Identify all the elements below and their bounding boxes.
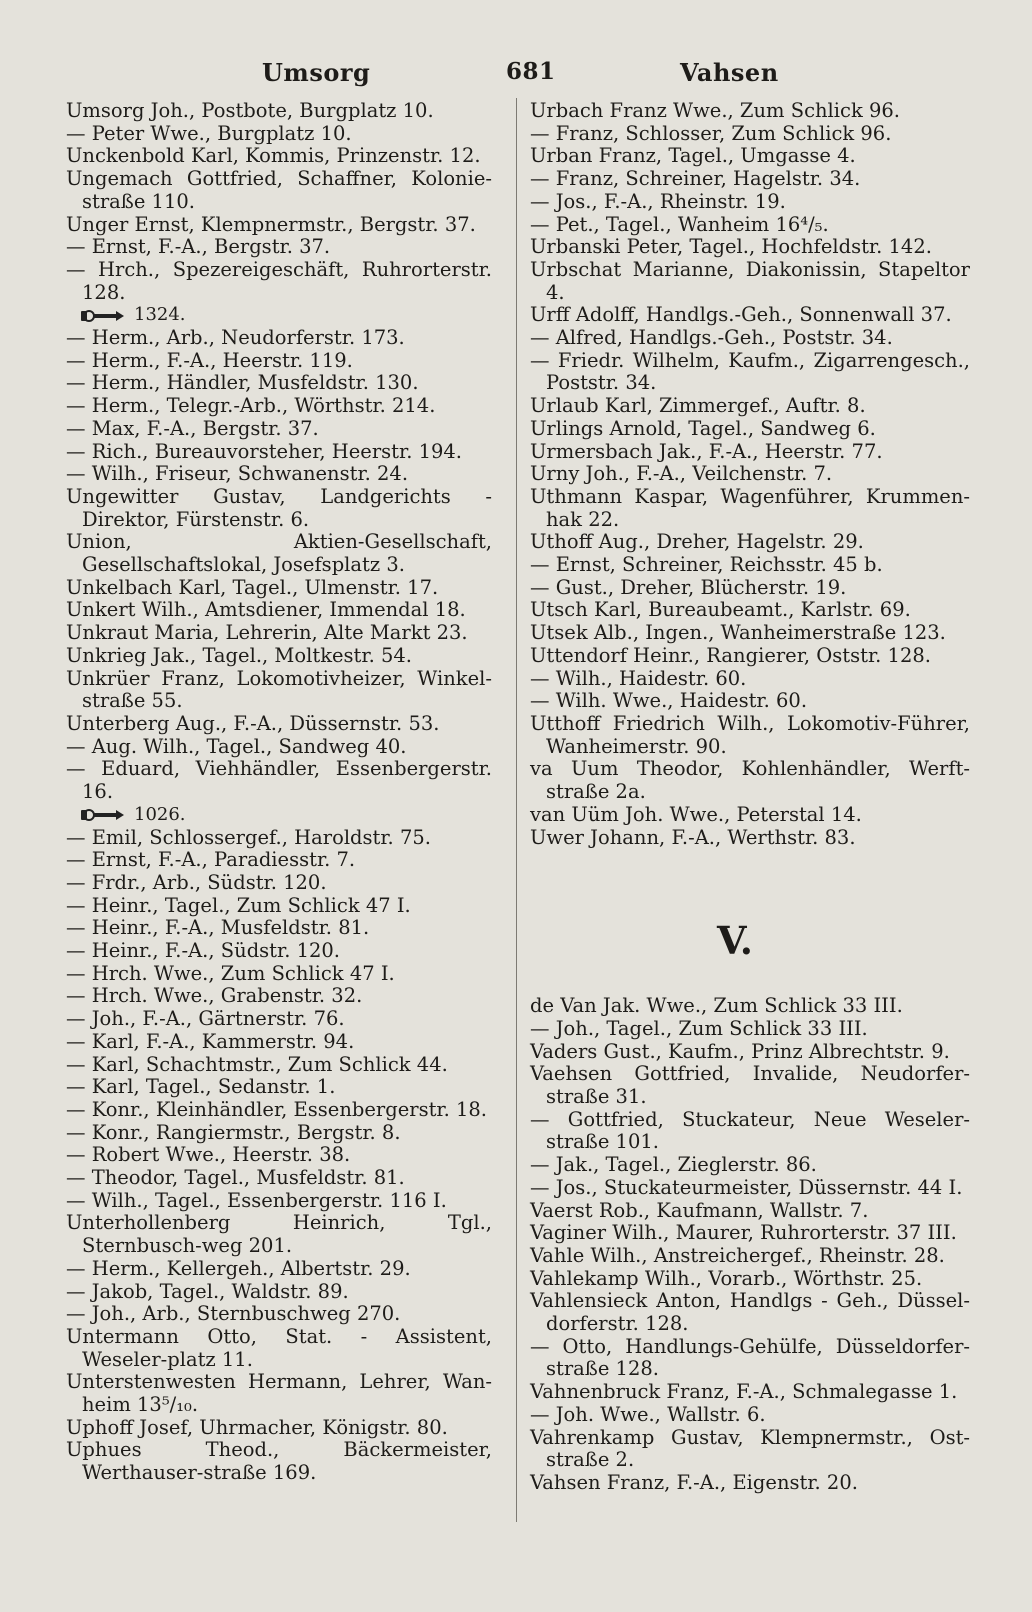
- directory-entry: — Joh., Tagel., Zum Schlick 33 III.: [530, 1016, 868, 1040]
- directory-entry: — Wilh., Friseur, Schwanenstr. 24.: [66, 462, 409, 486]
- directory-entry: — Robert Wwe., Heerstr. 38.: [66, 1143, 351, 1167]
- directory-entry: Vahsen Franz, F.-A., Eigenstr. 20.: [530, 1470, 858, 1494]
- directory-entry: — Ernst, F.-A., Paradiesstr. 7.: [66, 848, 356, 872]
- directory-entry: Vahlensieck Anton, Handlgs - Geh., Düssel-dorferstr. 128.: [530, 1289, 970, 1336]
- directory-entry: Unkert Wilh., Amtsdiener, Immendal 18.: [66, 598, 466, 622]
- directory-entry: — Pet., Tagel., Wanheim 16⁴/₅.: [530, 212, 829, 236]
- directory-entry: — Otto, Handlungs-Gehülfe, Düsseldorfer-straße 128.: [530, 1334, 970, 1381]
- directory-entry: Union, Aktien-Gesellschaft, Gesellschaftslokal, Josefsplatz 3.: [66, 530, 492, 577]
- directory-entry: Vahle Wilh., Anstreichergef., Rheinstr. 28.: [530, 1243, 945, 1267]
- directory-entry: Urlings Arnold, Tagel., Sandweg 6.: [530, 416, 876, 440]
- directory-entry: — Karl, Schachtmstr., Zum Schlick 44.: [66, 1052, 448, 1076]
- page-number: 681: [506, 58, 556, 85]
- directory-entry: Urban Franz, Tagel., Umgasse 4.: [530, 144, 856, 168]
- directory-entry: Unckenbold Karl, Kommis, Prinzenstr. 12.: [66, 144, 481, 168]
- directory-entry: Umsorg Joh., Postbote, Burgplatz 10.: [66, 99, 434, 122]
- directory-entry: Urlaub Karl, Zimmergef., Auftr. 8.: [530, 394, 866, 418]
- directory-entry: Uwer Johann, F.-A., Werthstr. 83.: [530, 825, 856, 849]
- directory-entry: — Aug. Wilh., Tagel., Sandweg 40.: [66, 734, 407, 758]
- directory-entry: — Heinr., F.-A., Südstr. 120.: [66, 939, 341, 963]
- telephone-icon: [80, 807, 126, 823]
- directory-entry: — Joh., F.-A., Gärtnerstr. 76.: [66, 1007, 345, 1031]
- telephone-number: 1324.: [134, 304, 186, 326]
- directory-entry: — Heinr., F.-A., Musfeldstr. 81.: [66, 916, 370, 940]
- directory-entry: — Karl, Tagel., Sedanstr. 1.: [66, 1075, 336, 1099]
- directory-entry: Urbanski Peter, Tagel., Hochfeldstr. 142.: [530, 235, 932, 259]
- directory-entry: — Jak., Tagel., Zieglerstr. 86.: [530, 1153, 817, 1177]
- section-letter-v: V.: [716, 918, 754, 964]
- directory-entry: Uthmann Kaspar, Wagenführer, Krummen-hak 22.: [530, 484, 970, 531]
- directory-entry: Urmersbach Jak., F.-A., Heerstr. 77.: [530, 439, 883, 463]
- directory-entry: Utsek Alb., Ingen., Wanheimerstraße 123.: [530, 621, 946, 645]
- right-column-entries-u: [530, 100, 970, 849]
- left-column: [66, 100, 492, 1485]
- directory-entry: — Wilh. Wwe., Haidestr. 60.: [530, 689, 808, 713]
- directory-entry: Unger Ernst, Klempnermstr., Bergstr. 37.: [66, 212, 476, 236]
- directory-entry: Unkraut Maria, Lehrerin, Alte Markt 23.: [66, 621, 468, 645]
- directory-entry: — Max, F.-A., Bergstr. 37.: [66, 416, 319, 440]
- directory-entry: Urff Adolff, Handlgs.-Geh., Sonnenwall 37.: [530, 303, 952, 327]
- directory-entry: Uthoff Aug., Dreher, Hagelstr. 29.: [530, 530, 864, 554]
- telephone-entry: [66, 304, 492, 327]
- telephone-number: 1026.: [134, 803, 186, 825]
- directory-entry: — Karl, F.-A., Kammerstr. 94.: [66, 1029, 355, 1053]
- directory-entry: — Friedr. Wilhelm, Kaufm., Zigarrengesch., Poststr. 34.: [530, 348, 970, 395]
- directory-entry: Urbach Franz Wwe., Zum Schlick 96.: [530, 99, 900, 122]
- directory-entry: Vaerst Rob., Kaufmann, Wallstr. 7.: [530, 1198, 869, 1222]
- directory-entry: Ungewitter Gustav, Landgerichts - Direktor, Fürstenstr. 6.: [66, 484, 492, 531]
- directory-entry: — Rich., Bureauvorsteher, Heerstr. 194.: [66, 439, 463, 463]
- directory-entry: Vahlekamp Wilh., Vorarb., Wörthstr. 25.: [530, 1266, 923, 1290]
- directory-entry: — Herm., Händler, Musfeldstr. 130.: [66, 371, 419, 395]
- directory-entry: — Heinr., Tagel., Zum Schlick 47 I.: [66, 893, 411, 917]
- directory-entry: Vaginer Wilh., Maurer, Ruhrorterstr. 37 III.: [530, 1221, 957, 1245]
- directory-entry: — Jos., F.-A., Rheinstr. 19.: [530, 189, 786, 213]
- directory-entry: Urny Joh., F.-A., Veilchenstr. 7.: [530, 462, 833, 486]
- directory-entry: — Gottfried, Stuckateur, Neue Weseler-straße 101.: [530, 1107, 970, 1154]
- directory-entry: Vahrenkamp Gustav, Klempnermstr., Ost-straße 2.: [530, 1425, 970, 1472]
- right-column-entries-v: [530, 995, 970, 1494]
- directory-entry: — Eduard, Viehhändler, Essenbergerstr. 16.: [66, 757, 492, 804]
- directory-entry: Utsch Karl, Bureaubeamt., Karlstr. 69.: [530, 598, 911, 622]
- directory-entry: — Emil, Schlossergef., Haroldstr. 75.: [66, 825, 431, 849]
- directory-entry: — Herm., Telegr.-Arb., Wörthstr. 214.: [66, 394, 436, 418]
- directory-entry: — Herm., Kellergeh., Albertstr. 29.: [66, 1256, 411, 1280]
- directory-entry: Unterstenwesten Hermann, Lehrer, Wan-heim 13⁵/₁₀.: [66, 1370, 492, 1417]
- directory-entry: Unterhollenberg Heinrich, Tgl., Sternbusch-weg 201.: [66, 1211, 492, 1258]
- directory-entry: — Wilh., Haidestr. 60.: [530, 666, 747, 690]
- directory-entry: — Joh. Wwe., Wallstr. 6.: [530, 1402, 766, 1426]
- directory-entry: Vahnenbruck Franz, F.-A., Schmalegasse 1.: [530, 1380, 958, 1404]
- directory-entry: — Konr., Kleinhändler, Essenbergerstr. 18.: [66, 1097, 488, 1121]
- directory-entry: — Konr., Rangiermstr., Bergstr. 8.: [66, 1120, 401, 1144]
- directory-entry: Vaders Gust., Kaufm., Prinz Albrechtstr. 9.: [530, 1039, 950, 1063]
- running-header-left: Umsorg: [262, 58, 371, 87]
- directory-entry: — Ernst, Schreiner, Reichsstr. 45 b.: [530, 553, 883, 577]
- directory-entry: Urbschat Marianne, Diakonissin, Stapeltor 4.: [530, 257, 970, 304]
- directory-entry: — Jos., Stuckateurmeister, Düssernstr. 44 I.: [530, 1175, 963, 1199]
- directory-entry: — Herm., Arb., Neudorferstr. 173.: [66, 326, 405, 350]
- directory-entry: — Ernst, F.-A., Bergstr. 37.: [66, 235, 331, 259]
- directory-entry: Unterberg Aug., F.-A., Düssernstr. 53.: [66, 711, 440, 735]
- directory-entry: — Jakob, Tagel., Waldstr. 89.: [66, 1279, 349, 1303]
- directory-entry: Unkrieg Jak., Tagel., Moltkestr. 54.: [66, 643, 412, 667]
- directory-entry: Uphoff Josef, Uhrmacher, Königstr. 80.: [66, 1415, 448, 1439]
- directory-entry: Vaehsen Gottfried, Invalide, Neudorfer-straße 31.: [530, 1062, 970, 1109]
- directory-entry: Unkrüer Franz, Lokomotivheizer, Winkel-straße 55.: [66, 666, 492, 713]
- directory-entry: — Joh., Arb., Sternbuschweg 270.: [66, 1302, 401, 1326]
- directory-entry: Ungemach Gottfried, Schaffner, Kolonie-straße 110.: [66, 167, 492, 213]
- directory-entry: — Peter Wwe., Burgplatz 10.: [66, 121, 352, 145]
- directory-entry: — Herm., F.-A., Heerstr. 119.: [66, 348, 353, 372]
- directory-entry: — Hrch., Spezereigeschäft, Ruhrorterstr. 128.: [66, 257, 492, 304]
- directory-entry: — Hrch. Wwe., Zum Schlick 47 I.: [66, 961, 395, 985]
- directory-entry: — Wilh., Tagel., Essenbergerstr. 116 I.: [66, 1188, 447, 1212]
- directory-entry: Unkelbach Karl, Tagel., Ulmenstr. 17.: [66, 575, 439, 599]
- directory-entry: Uttendorf Heinr., Rangierer, Oststr. 128.: [530, 643, 931, 667]
- directory-entry: — Theodor, Tagel., Musfeldstr. 81.: [66, 1166, 405, 1190]
- directory-entry: Untermann Otto, Stat. - Assistent, Weseler-platz 11.: [66, 1324, 492, 1371]
- directory-entry: — Hrch. Wwe., Grabenstr. 32.: [66, 984, 363, 1008]
- right-column: [530, 100, 970, 1495]
- running-header-right: Vahsen: [680, 58, 779, 87]
- directory-entry: va Uum Theodor, Kohlenhändler, Werft-straße 2a.: [530, 757, 970, 804]
- column-divider: [516, 98, 517, 1522]
- directory-entry: de Van Jak. Wwe., Zum Schlick 33 III.: [530, 994, 903, 1018]
- telephone-entry: [66, 804, 492, 827]
- directory-entry: — Alfred, Handlgs.-Geh., Poststr. 34.: [530, 326, 893, 350]
- directory-entry: — Gust., Dreher, Blücherstr. 19.: [530, 575, 847, 599]
- directory-entry: — Franz, Schlosser, Zum Schlick 96.: [530, 121, 892, 145]
- directory-entry: Uphues Theod., Bäckermeister, Werthauser-straße 169.: [66, 1438, 492, 1485]
- directory-entry: Utthoff Friedrich Wilh., Lokomotiv-Führer, Wanheimerstr. 90.: [530, 711, 970, 758]
- directory-entry: — Frdr., Arb., Südstr. 120.: [66, 870, 327, 894]
- telephone-icon: [80, 308, 126, 324]
- directory-entry: — Franz, Schreiner, Hagelstr. 34.: [530, 167, 861, 191]
- directory-entry: van Uüm Joh. Wwe., Peterstal 14.: [530, 802, 862, 826]
